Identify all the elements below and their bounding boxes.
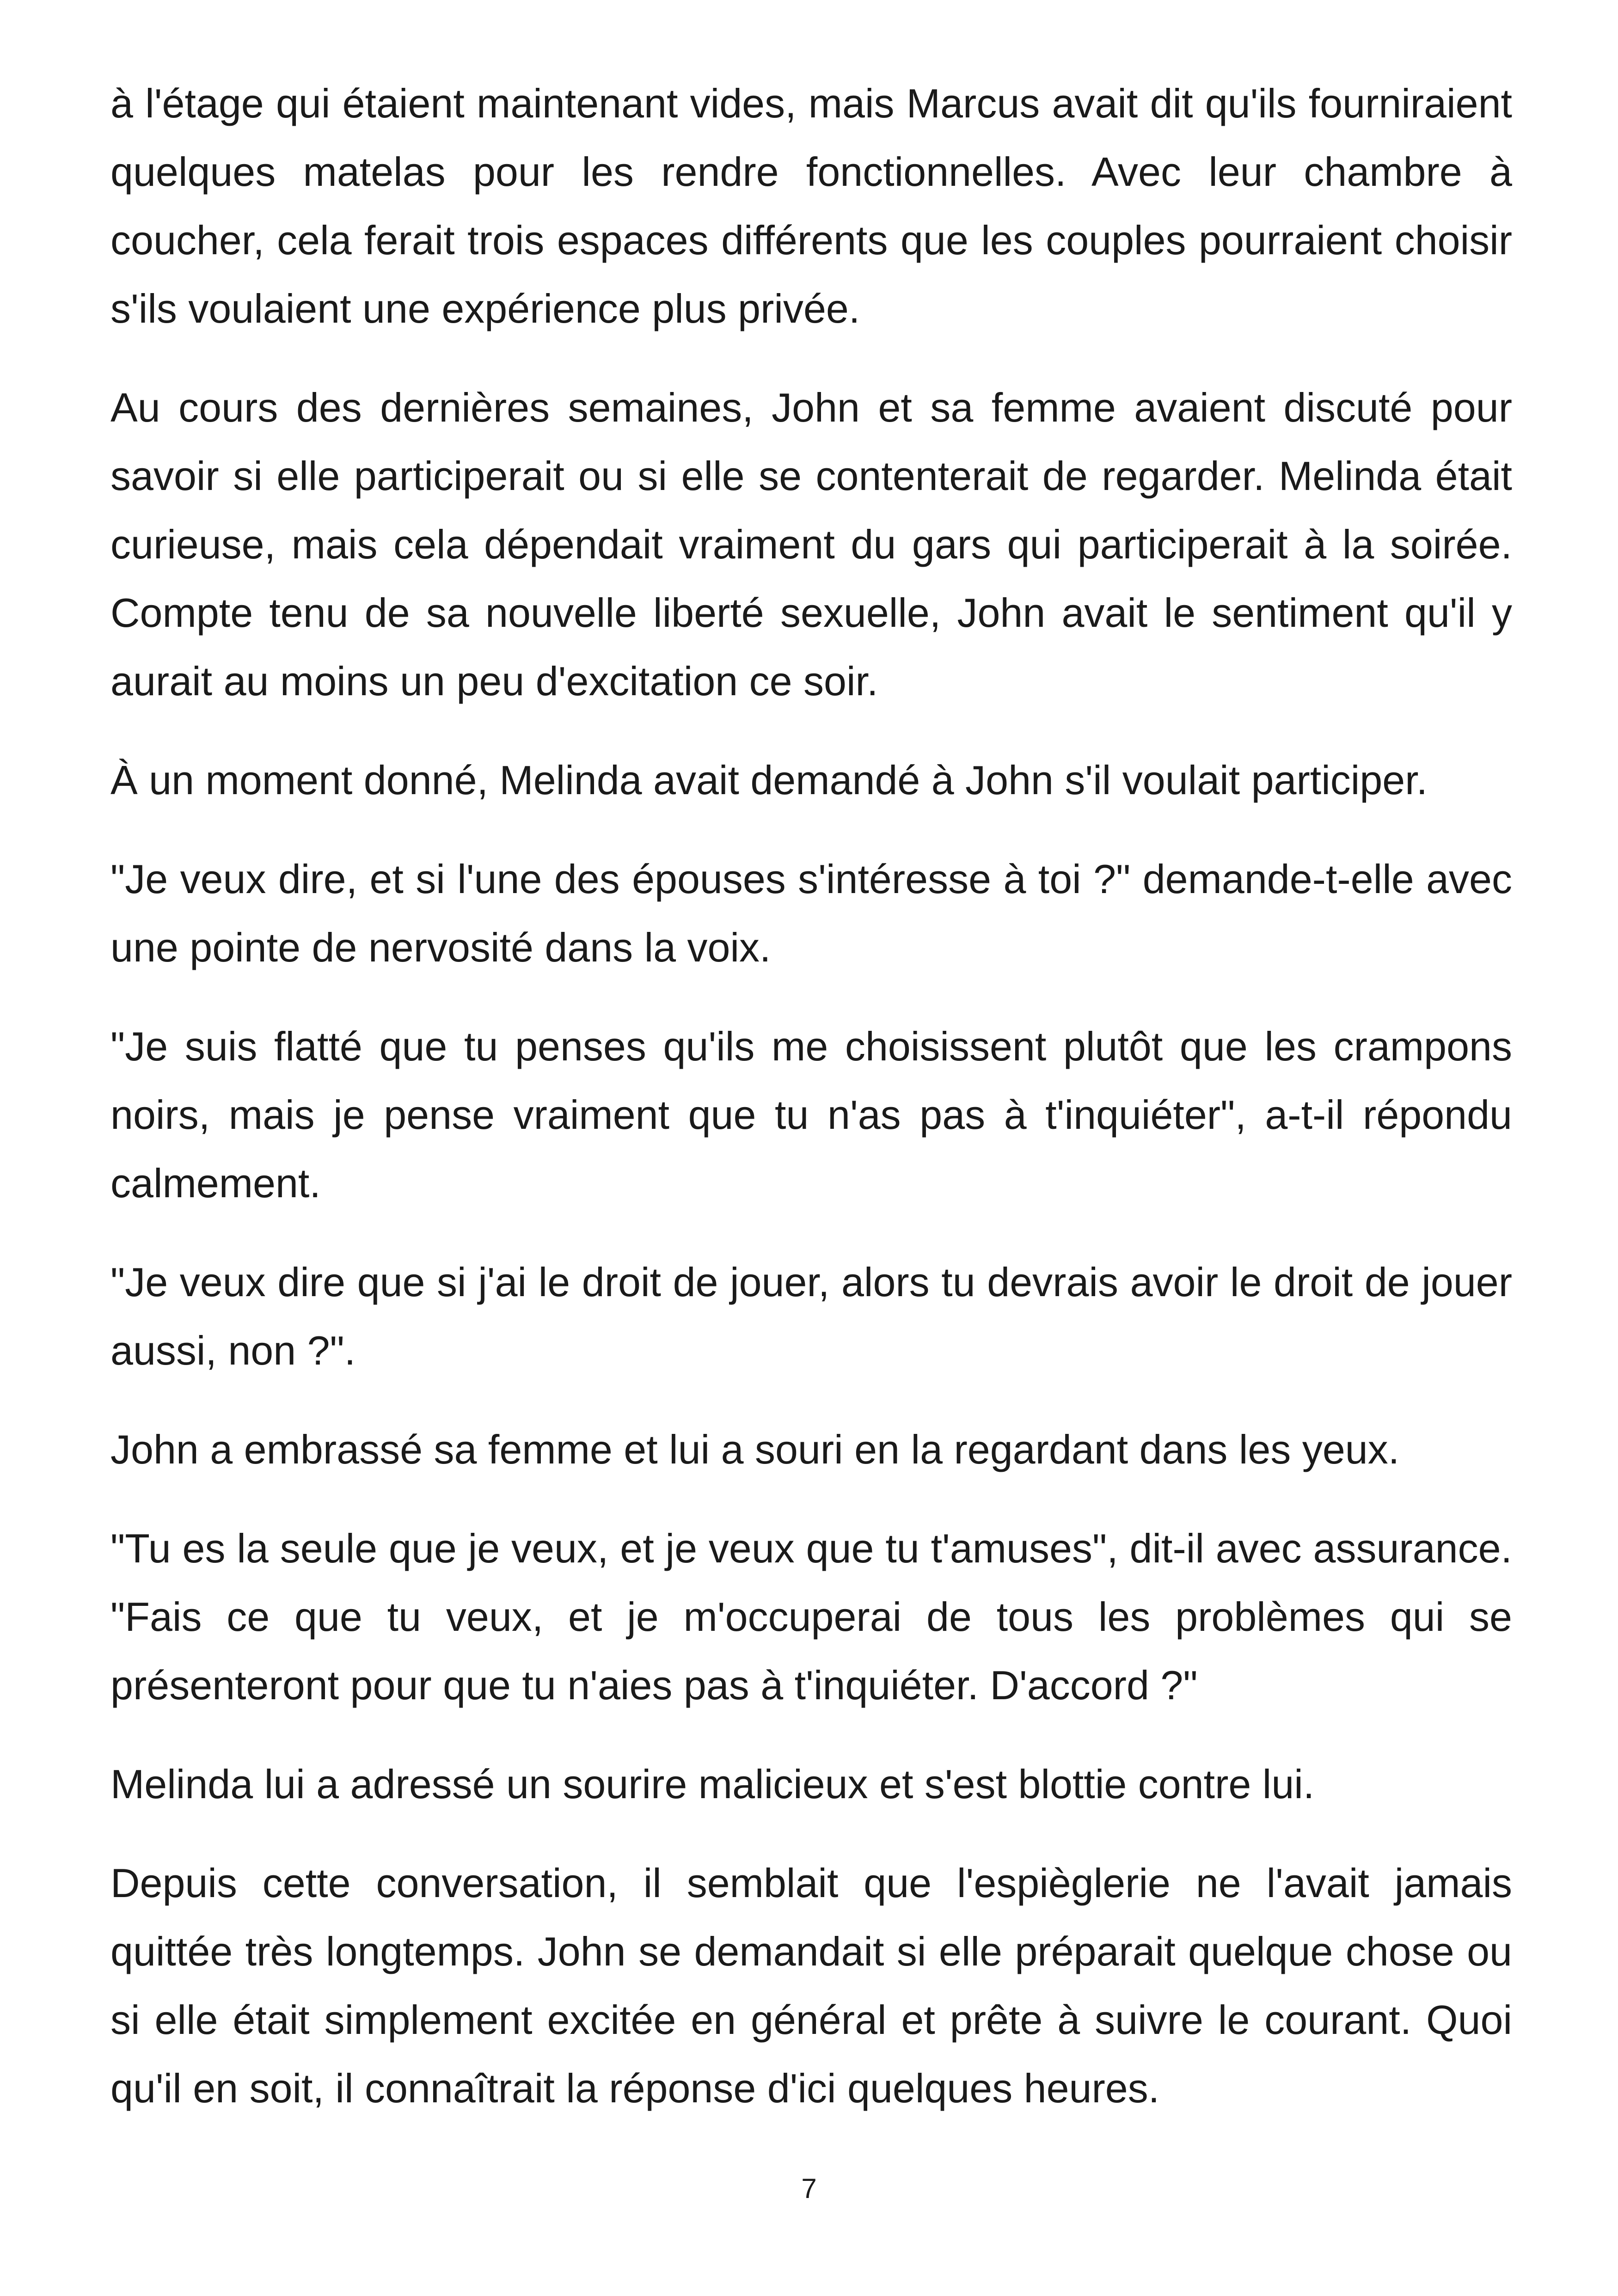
paragraph: Au cours des dernières semaines, John et sa femme avaient discuté pour savoir si elle participerait ou si elle se contenterait de regarder. Melinda était curieuse, mais cela dépendait vraiment du gars qui participerait à la soirée. Compte tenu de sa nouvelle liberté sexuelle, John avait le sentiment qu'il y aurait au moins un peu d'excitation ce soir. bbox=[110, 385, 1512, 704]
paragraph: "Je veux dire, et si l'une des épouses s'intéresse à toi ?" demande-t-elle avec une pointe de nervosité dans la voix. bbox=[110, 856, 1512, 970]
paragraph: À un moment donné, Melinda avait demandé à John s'il voulait participer. bbox=[110, 757, 1428, 803]
paragraph: John a embrassé sa femme et lui a souri en la regardant dans les yeux. bbox=[110, 1427, 1400, 1472]
body-text bbox=[110, 69, 1512, 2153]
page-number: 7 bbox=[801, 2173, 817, 2204]
paragraph: Melinda lui a adressé un sourire malicieux et s'est blottie contre lui. bbox=[110, 1761, 1315, 1807]
paragraph: "Je suis flatté que tu penses qu'ils me choisissent plutôt que les crampons noirs, mais je pense vraiment que tu n'as pas à t'inquiéter", a-t-il répondu calmement. bbox=[110, 1023, 1512, 1206]
paragraph: Depuis cette conversation, il semblait que l'espièglerie ne l'avait jamais quittée très longtemps. John se demandait si elle préparait quelque chose ou si elle était simplement excitée en général et prête à suivre le courant. Quoi qu'il en soit, il connaîtrait la réponse d'ici quelques heures. bbox=[110, 1860, 1512, 2111]
paragraph: à l'étage qui étaient maintenant vides, mais Marcus avait dit qu'ils fourniraient quelques matelas pour les rendre fonctionnelles. Avec leur chambre à coucher, cela ferait trois espaces différents que les couples pourraient choisir s'ils voulaient une expérience plus privée. bbox=[110, 80, 1512, 331]
paragraph: "Je veux dire que si j'ai le droit de jouer, alors tu devrais avoir le droit de jouer aussi, non ?". bbox=[110, 1259, 1512, 1373]
paragraph: "Tu es la seule que je veux, et je veux que tu t'amuses", dit-il avec assurance. "Fais ce que tu veux, et je m'occuperai de tous les problèmes qui se présenteront pour que tu n'aies pas à t'inquiéter. D'accord ?" bbox=[110, 1525, 1512, 1708]
